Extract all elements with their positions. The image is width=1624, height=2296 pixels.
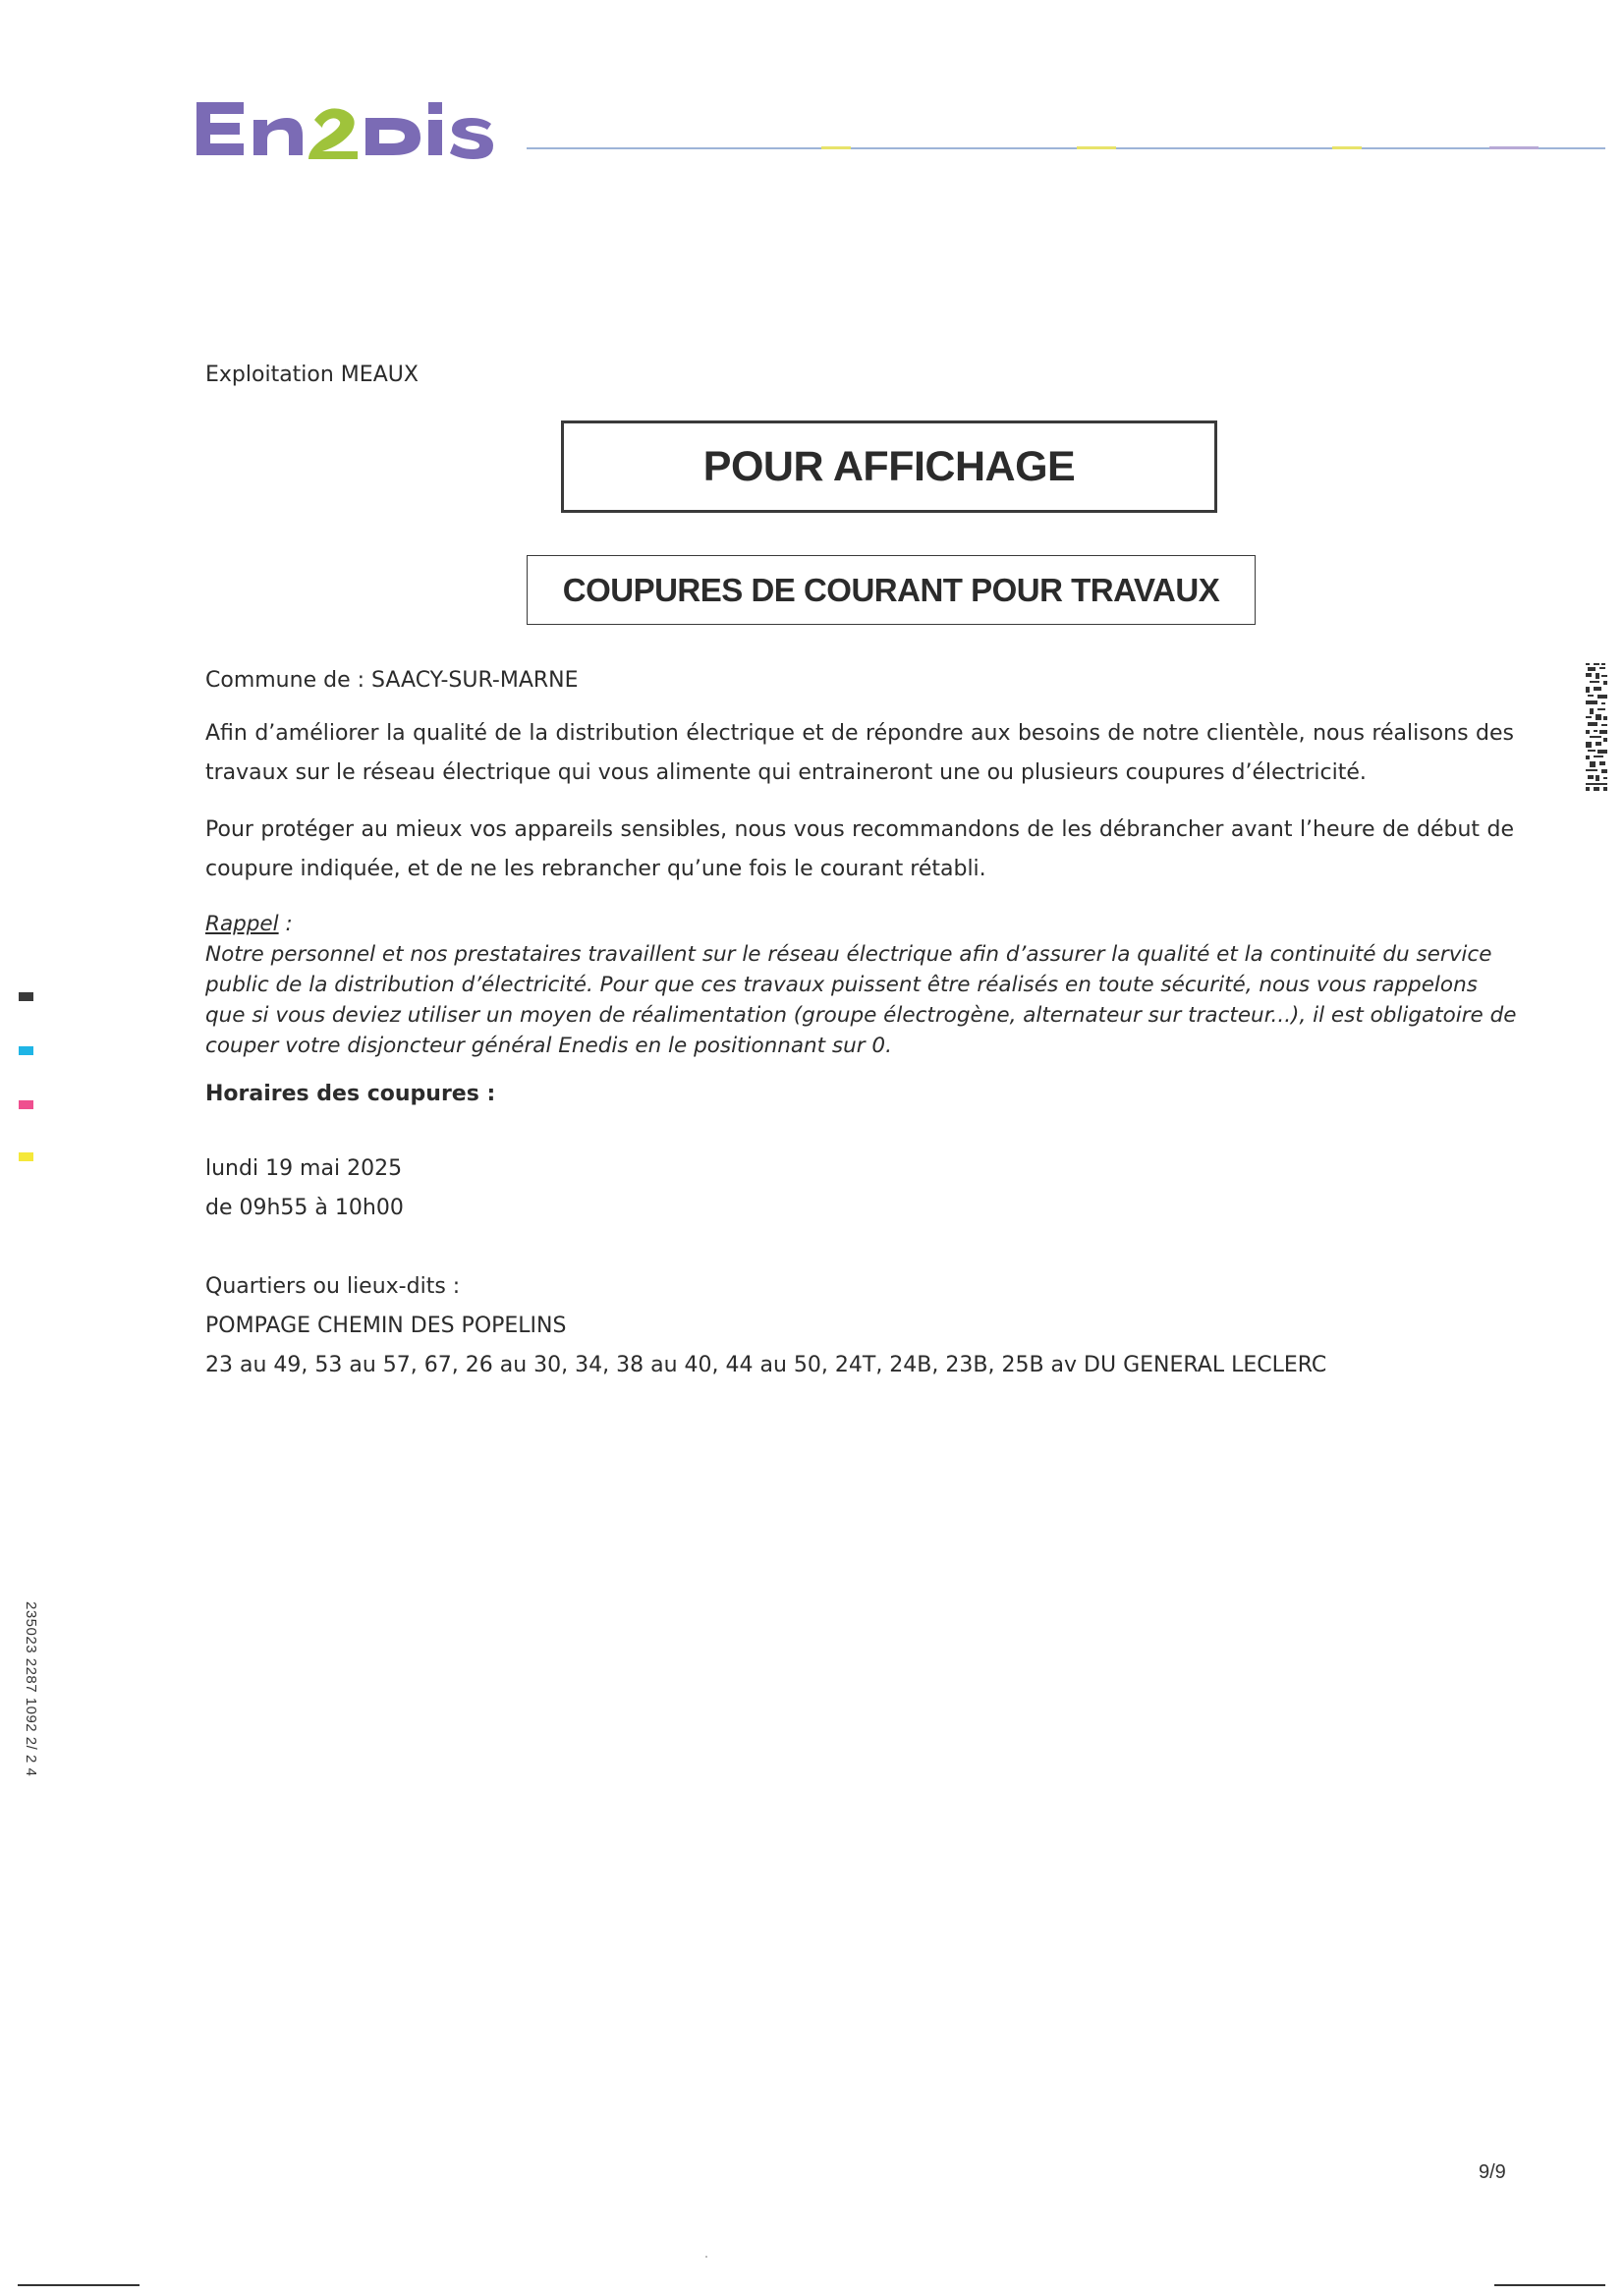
- page-number: 9/9: [1479, 2161, 1506, 2183]
- registration-mark-magenta: [19, 1100, 33, 1109]
- subtitle-box: [527, 555, 1256, 625]
- outage-time-range: de 09h55 à 10h00: [205, 1196, 404, 1220]
- side-tracking-code: [14, 1601, 43, 1857]
- rappel-colon: :: [278, 912, 293, 936]
- registration-mark-cyan: [19, 1046, 33, 1055]
- horaires-heading: Horaires des coupures :: [205, 1082, 496, 1106]
- outage-date: lundi 19 mai 2025: [205, 1156, 403, 1181]
- enedis-logo: [193, 90, 507, 167]
- commune-label: Commune de : SAACY-SUR-MARNE: [205, 668, 579, 693]
- registration-mark-black: [19, 992, 33, 1001]
- scan-speck: [705, 2256, 707, 2258]
- paragraph-protection: Pour protéger au mieux vos appareils sensibles, nous vous recommandons de les débrancher avant l’heure de début de coupure indiquée, et de ne les rebrancher qu’une fois le courant rétabli.: [205, 817, 1514, 881]
- header-rule: [527, 143, 1605, 153]
- subtitle-box-text: COUPURES DE COURANT POUR TRAVAUX: [562, 571, 1220, 608]
- location-pompage: POMPAGE CHEMIN DES POPELINS: [205, 1314, 567, 1338]
- bottom-rule-right: [1494, 2284, 1605, 2286]
- paragraph-improvement: Afin d’améliorer la qualité de la distribution électrique et de répondre aux besoins de notre clientèle, nous réalisons des travaux sur le réseau électrique qui vous alimente qui entraineront une ou plusieurs coupures d’électricité.: [205, 721, 1514, 785]
- rappel-block: [205, 909, 1522, 1061]
- side-tracking-code-text: 235023 2287 1092 2/ 2 4: [23, 1601, 39, 1777]
- bottom-rule-left: [18, 2284, 140, 2286]
- rappel-text: Notre personnel et nos prestataires travaillent sur le réseau électrique afin d’assurer la qualité et la continuité du service public de la distribution d’électricité. Pour que ces travaux puissent être réalisés en toute sécurité, nous vous rappelons que si vous deviez utiliser un moyen de réalimentation (groupe électrogène, alternateur sur tracteur...), il est obligatoire de couper votre disjoncteur général Enedis en le positionnant sur 0.: [205, 942, 1517, 1058]
- datamatrix-code: [1586, 663, 1607, 791]
- quartiers-heading: Quartiers ou lieux-dits :: [205, 1274, 461, 1299]
- title-box-text: POUR AFFICHAGE: [702, 442, 1076, 490]
- rappel-label: Rappel: [205, 912, 279, 936]
- location-avenue: 23 au 49, 53 au 57, 67, 26 au 30, 34, 38 au 40, 44 au 50, 24T, 24B, 23B, 25B av DU GENERAL LECLERC: [205, 1353, 1327, 1377]
- registration-mark-yellow: [19, 1152, 33, 1161]
- title-box: [561, 420, 1217, 513]
- exploitation-label: Exploitation MEAUX: [205, 363, 419, 387]
